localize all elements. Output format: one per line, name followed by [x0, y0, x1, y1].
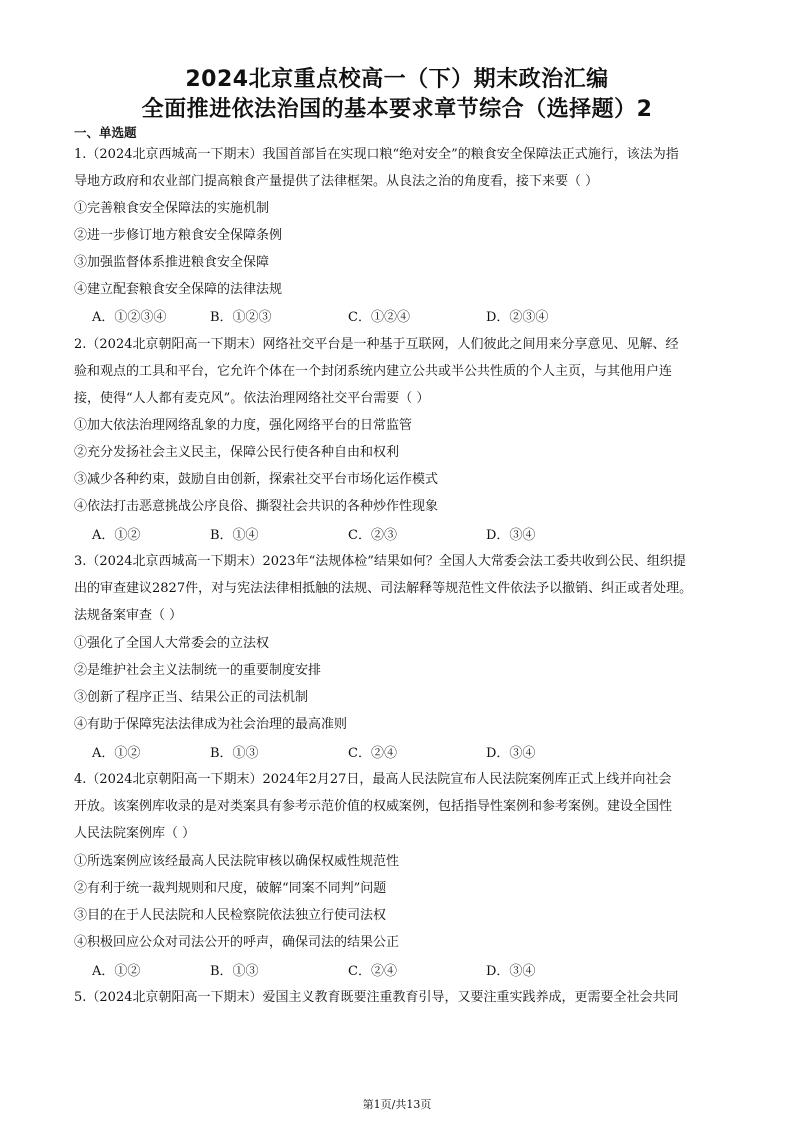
option-b: B．①③ — [210, 746, 259, 761]
option-a: A．①② — [92, 964, 141, 979]
doc-title-line1: 2024北京重点校高一（下）期末政治汇编 — [185, 67, 609, 92]
option-d: D．③④ — [486, 528, 536, 543]
option-a: A．①② — [92, 528, 141, 543]
option-a: A．①②③④ — [92, 310, 167, 325]
q1-stem-line: 导地方政府和农业部门提高粮食产量提供了法律框架。从良法之治的角度看，接下来要（ ） — [74, 174, 599, 189]
option-b: B．①③ — [210, 964, 259, 979]
page-footer: 第1页/共13页 — [362, 1098, 432, 1111]
q2-stem-line: 2.（2024北京朝阳高一下期末）网络社交平台是一种基于互联网，人们彼此之间用来分享意见、见解、经 — [74, 337, 679, 352]
option-d: D．②③④ — [486, 310, 549, 325]
q4-stem-line: 人民法院案例库（ ） — [74, 826, 196, 841]
q4-item: ②有利于统一裁判规则和尺度，破解“同案不同判”问题 — [74, 881, 387, 896]
q1-item: ②进一步修订地方粮食安全保障条例 — [74, 228, 283, 243]
doc-title-line2: 全面推进依法治国的基本要求章节综合（选择题）2 — [141, 97, 653, 122]
q5-stem-line: 5.（2024北京朝阳高一下期末）爱国主义教育既要注重教育引导，又要注重实践养成，更需要全社会共同 — [74, 990, 679, 1005]
option-c: C．②④ — [348, 746, 397, 761]
q2-stem-line: 接，使得“人人都有麦克风”。依法治理网络社交平台需要（ ） — [74, 391, 430, 406]
q1-item: ③加强监督体系推进粮食安全保障 — [74, 255, 270, 270]
option-b: B．①④ — [210, 528, 259, 543]
option-d: D．③④ — [486, 746, 536, 761]
option-d: D．③④ — [486, 964, 536, 979]
option-a: A．①② — [92, 746, 141, 761]
option-b: B．①②③ — [210, 310, 272, 325]
q3-stem-line: 3.（2024北京西城高一下期末）2023年“法规体检”结果如何？全国人大常委会法工委共收到公民、组织提 — [74, 554, 686, 569]
q3-stem-line: 出的审查建议2827件，对与宪法法律相抵触的法规、司法解释等规范性文件依法予以撤销、纠正或者处理。 — [74, 581, 693, 596]
q3-stem-line: 法规备案审查（ ） — [74, 608, 183, 623]
q3-item: ①强化了全国人大常委会的立法权 — [74, 636, 270, 651]
q3-item: ④有助于保障宪法法律成为社会治理的最高准则 — [74, 717, 348, 732]
q4-stem-line: 4.（2024北京朝阳高一下期末）2024年2月27日，最高人民法院宣布人民法院案例库正式上线并向社会 — [74, 772, 672, 787]
q4-item: ④积极回应公众对司法公开的呼声，确保司法的结果公正 — [74, 935, 400, 950]
q3-item: ③创新了程序正当、结果公正的司法机制 — [74, 690, 309, 705]
q2-item: ②充分发扬社会主义民主，保障公民行使各种自由和权利 — [74, 445, 400, 460]
q2-item: ③减少各种约束，鼓励自由创新，探索社交平台市场化运作模式 — [74, 472, 439, 487]
option-c: C．①②④ — [348, 310, 410, 325]
q2-stem-line: 验和观点的工具和平台，它允许个体在一个封闭系统内建立公共或半公共性质的个人主页，与其他用户连 — [74, 364, 673, 379]
q2-item: ①加大依法治理网络乱象的力度，强化网络平台的日常监管 — [74, 418, 413, 433]
option-c: C．②④ — [348, 964, 397, 979]
q2-item: ④依法打击恶意挑战公序良俗、撕裂社会共识的各种炒作性现象 — [74, 499, 439, 514]
q4-item: ③目的在于人民法院和人民检察院依法独立行使司法权 — [74, 908, 387, 923]
q4-item: ①所选案例应该经最高人民法院审核以确保权威性规范性 — [74, 854, 400, 869]
q4-stem-line: 开放。该案例库收录的是对类案具有参考示范价值的权威案例，包括指导性案例和参考案例。建设全国性 — [74, 799, 673, 814]
option-c: C．②③ — [348, 528, 397, 543]
q3-item: ②是维护社会主义法制统一的重要制度安排 — [74, 663, 322, 678]
q1-stem-line: 1.（2024北京西城高一下期末）我国首部旨在实现口粮“绝对安全”的粮食安全保障法正式施行，该法为指 — [74, 147, 679, 162]
q1-item: ①完善粮食安全保障法的实施机制 — [74, 201, 270, 216]
q1-item: ④建立配套粮食安全保障的法律法规 — [74, 282, 283, 297]
section-heading: 一、单选题 — [74, 125, 137, 140]
